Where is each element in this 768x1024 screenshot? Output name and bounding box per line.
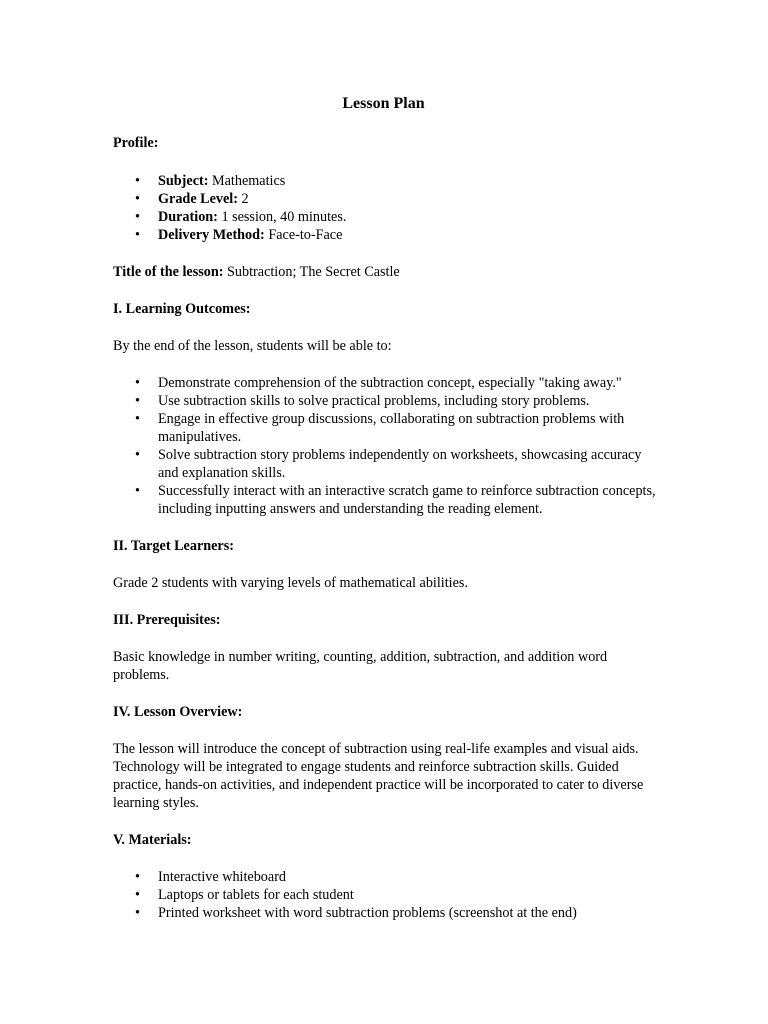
- bullet-icon: •: [135, 869, 140, 885]
- document-page: [113, 94, 673, 922]
- lesson-title-line: [113, 263, 673, 281]
- list-item: [113, 392, 658, 410]
- bullet-icon: •: [135, 393, 140, 409]
- bullet-icon: •: [135, 411, 140, 427]
- list-item: [113, 374, 658, 392]
- learning-outcomes-list: [113, 374, 658, 518]
- materials-list: [113, 868, 673, 922]
- profile-value: 1 session, 40 minutes.: [221, 209, 347, 225]
- bullet-icon: •: [135, 905, 140, 921]
- bullet-icon: •: [135, 209, 140, 225]
- list-item: [113, 172, 673, 190]
- bullet-icon: •: [135, 375, 140, 391]
- list-item: [113, 868, 673, 886]
- outcome-text: Use subtraction skills to solve practical problems, including story problems.: [158, 393, 590, 409]
- lesson-overview-text: The lesson will introduce the concept of subtraction using real-life examples and visual aids. Technology will be integrated to engage students and reinforce subtraction skills. Guided practice, hands-on activities, and independent practice will be incorporated to cater to diverse learning styles.: [113, 741, 644, 811]
- list-item: [113, 208, 673, 226]
- profile-heading: Profile:: [113, 135, 159, 151]
- learning-outcomes-intro: By the end of the lesson, students will be able to:: [113, 338, 392, 354]
- lesson-title-label: Title of the lesson:: [113, 264, 224, 280]
- profile-label: Grade Level:: [158, 191, 238, 207]
- list-item: [113, 446, 658, 482]
- material-text: Printed worksheet with word subtraction problems (screenshot at the end): [158, 905, 577, 921]
- outcome-text: Solve subtraction story problems independently on worksheets, showcasing accuracy and explanation skills.: [158, 447, 642, 481]
- target-learners-heading: II. Target Learners:: [113, 538, 234, 554]
- list-item: [113, 482, 658, 518]
- lesson-overview-heading: IV. Lesson Overview:: [113, 704, 243, 720]
- outcome-text: Successfully interact with an interactive scratch game to reinforce subtraction concepts, including inputting answers and understanding the reading element.: [158, 483, 656, 517]
- list-item: [113, 226, 673, 244]
- profile-value: Face-to-Face: [268, 227, 343, 243]
- list-item: [113, 904, 673, 922]
- bullet-icon: •: [135, 173, 140, 189]
- material-text: Laptops or tablets for each student: [158, 887, 354, 903]
- profile-value: 2: [241, 191, 249, 207]
- profile-label: Delivery Method:: [158, 227, 265, 243]
- list-item: [113, 410, 658, 446]
- outcome-text: Engage in effective group discussions, collaborating on subtraction problems with manipulatives.: [158, 411, 625, 445]
- profile-value: Mathematics: [212, 173, 286, 189]
- prerequisites-heading: III. Prerequisites:: [113, 612, 221, 628]
- prerequisites-text: Basic knowledge in number writing, counting, addition, subtraction, and addition word problems.: [113, 649, 608, 683]
- target-learners-text: Grade 2 students with varying levels of mathematical abilities.: [113, 575, 468, 591]
- material-text: Interactive whiteboard: [158, 869, 287, 885]
- list-item: [113, 190, 673, 208]
- outcome-text: Demonstrate comprehension of the subtraction concept, especially "taking away.": [158, 375, 622, 391]
- profile-label: Duration:: [158, 209, 218, 225]
- materials-heading: V. Materials:: [113, 832, 192, 848]
- list-item: [113, 886, 673, 904]
- bullet-icon: •: [135, 483, 140, 499]
- bullet-icon: •: [135, 447, 140, 463]
- lesson-title-value: Subtraction; The Secret Castle: [227, 264, 400, 280]
- bullet-icon: •: [135, 227, 140, 243]
- profile-label: Subject:: [158, 173, 209, 189]
- document-title: Lesson Plan: [342, 95, 425, 112]
- bullet-icon: •: [135, 887, 140, 903]
- bullet-icon: •: [135, 191, 140, 207]
- profile-list: [113, 172, 673, 244]
- learning-outcomes-heading: I. Learning Outcomes:: [113, 301, 251, 317]
